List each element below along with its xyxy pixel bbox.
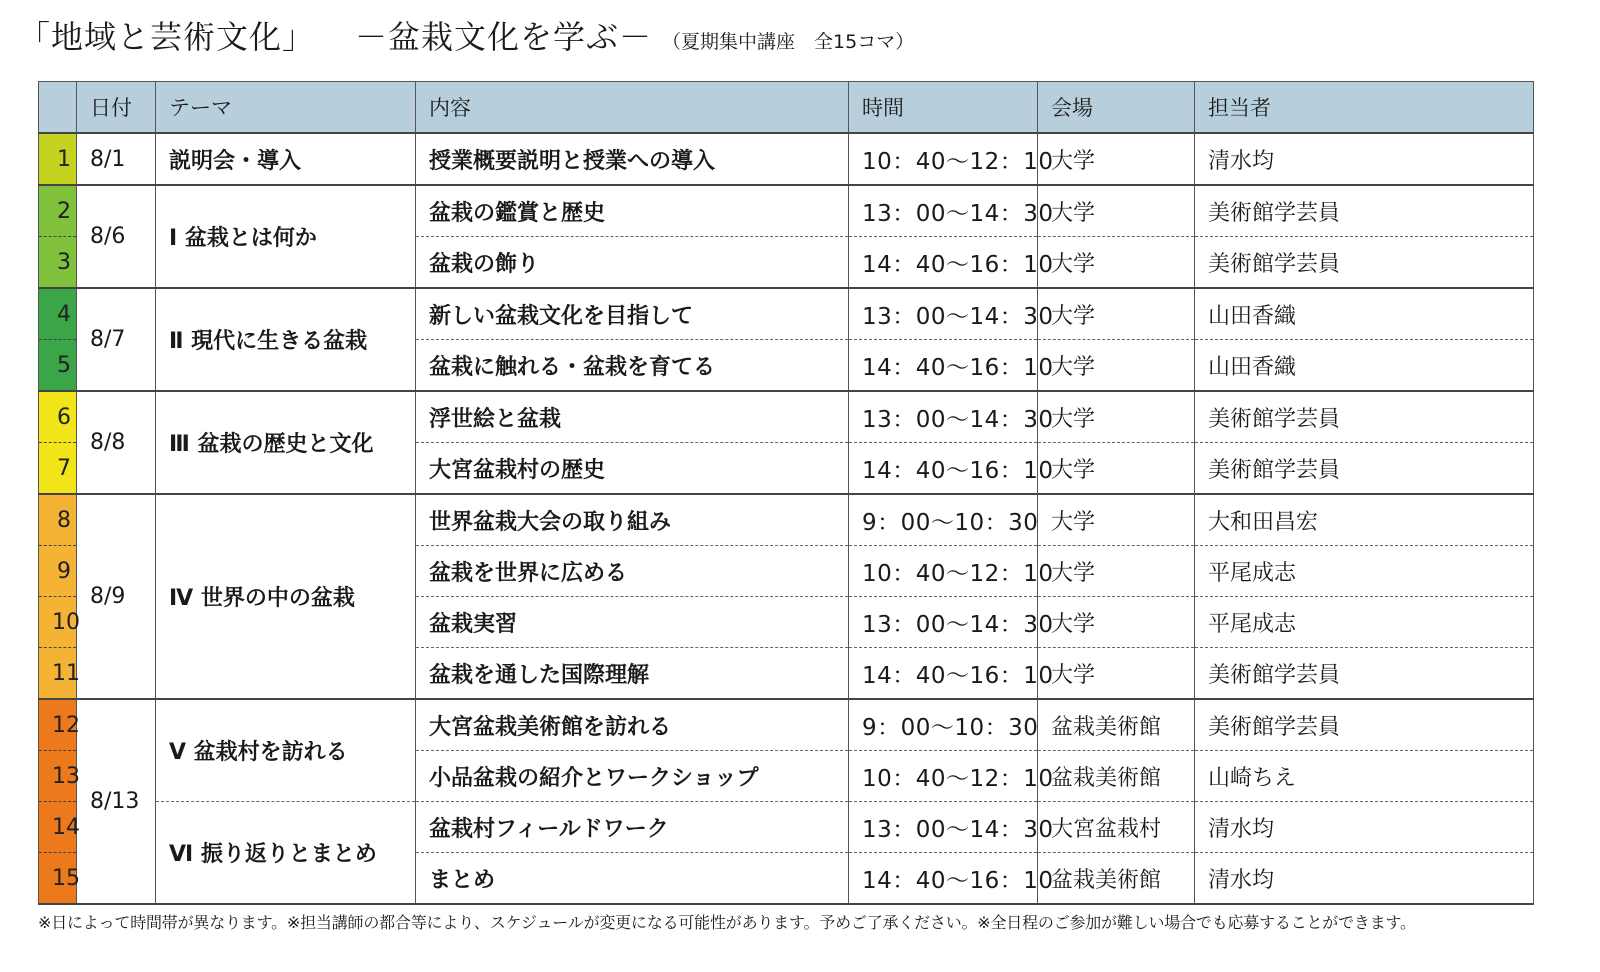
row-time: 10：40～12：10 — [849, 751, 1038, 802]
table-row — [39, 391, 1534, 443]
row-content: 盆栽村フィールドワーク — [416, 802, 849, 853]
row-date: 8/8 — [77, 391, 156, 494]
row-venue: 大学 — [1038, 237, 1195, 289]
row-venue: 大学 — [1038, 648, 1195, 700]
row-number: 7 — [39, 443, 77, 495]
row-time: 10：40～12：10 — [849, 133, 1038, 185]
header-venue: 会場 — [1038, 82, 1195, 134]
row-time: 9：00～10：30 — [849, 699, 1038, 751]
row-time: 13：00～14：30 — [849, 391, 1038, 443]
title-main: 「地域と芸術文化」 — [18, 18, 316, 56]
row-date: 8/6 — [77, 185, 156, 288]
table-row — [39, 494, 1534, 546]
row-content: 大宮盆栽美術館を訪れる — [416, 699, 849, 751]
row-content: 盆栽実習 — [416, 597, 849, 648]
row-person: 平尾成志 — [1195, 546, 1534, 597]
row-time: 14：40～16：10 — [849, 853, 1038, 905]
row-content: 新しい盆栽文化を目指して — [416, 288, 849, 340]
row-content: 授業概要説明と授業への導入 — [416, 133, 849, 185]
row-person: 美術館学芸員 — [1195, 443, 1534, 495]
row-number: 11 — [39, 648, 77, 700]
row-content: 盆栽に触れる・盆栽を育てる — [416, 340, 849, 392]
row-venue: 盆栽美術館 — [1038, 751, 1195, 802]
row-person: 清水均 — [1195, 853, 1534, 905]
header-person: 担当者 — [1195, 82, 1534, 134]
row-venue: 大学 — [1038, 185, 1195, 237]
row-venue: 大学 — [1038, 133, 1195, 185]
row-venue: 盆栽美術館 — [1038, 853, 1195, 905]
schedule-table — [38, 81, 1534, 905]
row-theme: 説明会・導入 — [156, 133, 416, 185]
row-number: 4 — [39, 288, 77, 340]
title-note: （夏期集中講座 全15コマ） — [662, 31, 915, 53]
table-row — [39, 133, 1534, 185]
row-person: 美術館学芸員 — [1195, 699, 1534, 751]
row-content: 小品盆栽の紹介とワークショップ — [416, 751, 849, 802]
header-number — [39, 82, 77, 134]
row-time: 9：00～10：30 — [849, 494, 1038, 546]
row-number: 15 — [39, 853, 77, 905]
row-content: 盆栽の飾り — [416, 237, 849, 289]
row-content: まとめ — [416, 853, 849, 905]
table-row — [39, 288, 1534, 340]
row-content: 大宮盆栽村の歴史 — [416, 443, 849, 495]
row-person: 山崎ちえ — [1195, 751, 1534, 802]
row-number: 6 — [39, 391, 77, 443]
header-date: 日付 — [77, 82, 156, 134]
footnote: ※日によって時間帯が異なります。※担当講師の都合等により、スケジュールが変更になる可能性があります。予めご了承ください。※全日程のご参加が難しい場合でも応募することができます。 — [38, 913, 1416, 932]
row-venue: 大学 — [1038, 443, 1195, 495]
row-content: 浮世絵と盆栽 — [416, 391, 849, 443]
row-date: 8/9 — [77, 494, 156, 699]
row-venue: 大学 — [1038, 391, 1195, 443]
row-theme: Ⅲ 盆栽の歴史と文化 — [156, 391, 416, 494]
row-person: 山田香織 — [1195, 288, 1534, 340]
header-content: 内容 — [416, 82, 849, 134]
row-content: 盆栽の鑑賞と歴史 — [416, 185, 849, 237]
row-number: 14 — [39, 802, 77, 853]
table-row — [39, 699, 1534, 751]
row-date: 8/1 — [77, 133, 156, 185]
row-person: 大和田昌宏 — [1195, 494, 1534, 546]
row-number: 5 — [39, 340, 77, 392]
row-time: 13：00～14：30 — [849, 802, 1038, 853]
row-time: 13：00～14：30 — [849, 597, 1038, 648]
row-person: 平尾成志 — [1195, 597, 1534, 648]
row-person: 清水均 — [1195, 133, 1534, 185]
table-header-row — [39, 82, 1534, 134]
row-content: 盆栽を世界に広める — [416, 546, 849, 597]
row-person: 美術館学芸員 — [1195, 391, 1534, 443]
row-venue: 大学 — [1038, 546, 1195, 597]
row-person: 山田香織 — [1195, 340, 1534, 392]
row-venue: 盆栽美術館 — [1038, 699, 1195, 751]
row-number: 3 — [39, 237, 77, 289]
row-time: 13：00～14：30 — [849, 185, 1038, 237]
row-date: 8/7 — [77, 288, 156, 391]
row-person: 美術館学芸員 — [1195, 648, 1534, 700]
row-venue: 大学 — [1038, 494, 1195, 546]
row-number: 12 — [39, 699, 77, 751]
row-venue: 大学 — [1038, 597, 1195, 648]
row-time: 14：40～16：10 — [849, 237, 1038, 289]
row-number: 10 — [39, 597, 77, 648]
row-time: 14：40～16：10 — [849, 340, 1038, 392]
row-time: 10：40～12：10 — [849, 546, 1038, 597]
header-theme: テーマ — [156, 82, 416, 134]
table-row — [39, 802, 1534, 853]
row-content: 盆栽を通した国際理解 — [416, 648, 849, 700]
row-theme: Ⅰ 盆栽とは何か — [156, 185, 416, 288]
row-number: 13 — [39, 751, 77, 802]
row-number: 1 — [39, 133, 77, 185]
row-person: 清水均 — [1195, 802, 1534, 853]
page-title — [18, 12, 914, 74]
row-time: 14：40～16：10 — [849, 648, 1038, 700]
row-time: 13：00～14：30 — [849, 288, 1038, 340]
table-row — [39, 185, 1534, 237]
row-venue: 大学 — [1038, 288, 1195, 340]
row-date: 8/13 — [77, 699, 156, 904]
header-time: 時間 — [849, 82, 1038, 134]
row-number: 8 — [39, 494, 77, 546]
row-number: 9 — [39, 546, 77, 597]
row-person: 美術館学芸員 — [1195, 237, 1534, 289]
row-number: 2 — [39, 185, 77, 237]
row-theme: Ⅵ 振り返りとまとめ — [156, 802, 416, 905]
row-person: 美術館学芸員 — [1195, 185, 1534, 237]
row-content: 世界盆栽大会の取り組み — [416, 494, 849, 546]
row-time: 14：40～16：10 — [849, 443, 1038, 495]
row-venue: 大宮盆栽村 — [1038, 802, 1195, 853]
row-venue: 大学 — [1038, 340, 1195, 392]
title-subtitle: －盆栽文化を学ぶ－ — [355, 18, 653, 56]
row-theme: Ⅴ 盆栽村を訪れる — [156, 699, 416, 802]
row-theme: Ⅱ 現代に生きる盆栽 — [156, 288, 416, 391]
row-theme: Ⅳ 世界の中の盆栽 — [156, 494, 416, 699]
